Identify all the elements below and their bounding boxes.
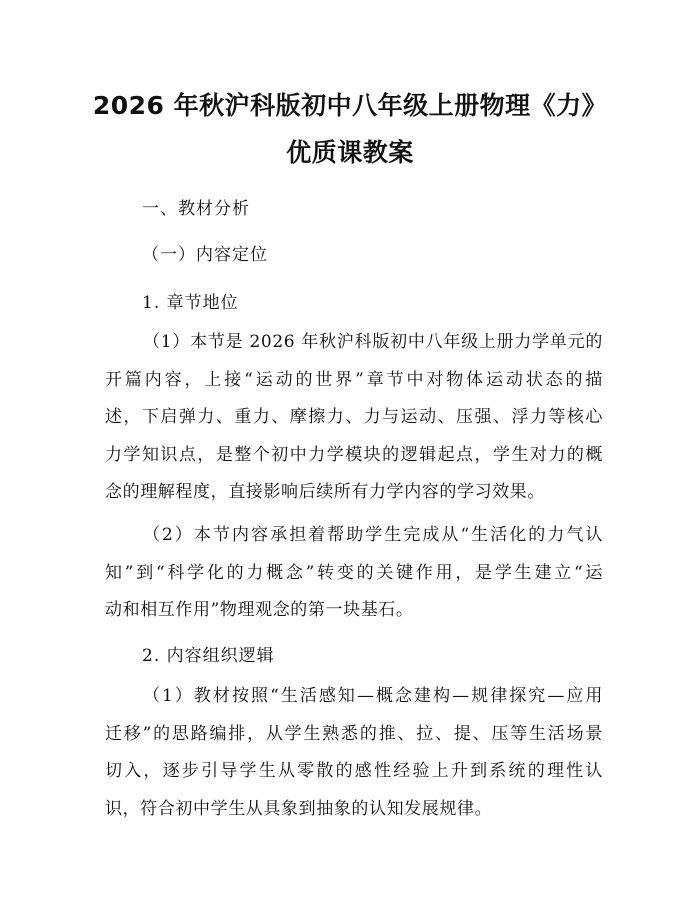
paragraph-line: 开篇内容，上接“运动的世界”章节中对物体运动状态的描: [105, 369, 603, 390]
item-heading-content-organization-logic: 2. 内容组织逻辑: [142, 646, 275, 666]
paragraph-line: 迁移”的思路编排，从学生熟悉的推、拉、提、压等生活场景: [105, 723, 603, 744]
subsection-heading-content-positioning: （一）内容定位: [142, 245, 268, 265]
paragraph-line: 切入，逐步引导学生从零散的感性经验上升到系统的理性认: [105, 761, 603, 782]
paragraph-line: 知”到“科学化的力概念”转变的关键作用，是学生建立“运: [105, 562, 603, 583]
paragraph-chapter-status-1: [105, 324, 603, 512]
item-heading-chapter-status: 1. 章节地位: [142, 293, 239, 313]
paragraph-line: 力学知识点，是整个初中力学模块的逻辑起点，学生对力的概: [105, 444, 603, 465]
paragraph-content-organization-1: [105, 678, 603, 828]
paragraph-line: 识，符合初中学生从具象到抽象的认知发展规律。: [105, 798, 493, 819]
paragraph-line: （2）本节内容承担着帮助学生完成从“生活化的力气认: [143, 525, 603, 545]
paragraph-chapter-status-2: [105, 517, 603, 630]
paragraph-line: 动和相互作用”物理观念的第一块基石。: [105, 600, 414, 621]
paragraph-line: 念的理解程度，直接影响后续所有力学内容的学习效果。: [105, 482, 545, 503]
document-title-line-1: 2026 年秋沪科版初中八年级上册物理《力》: [92, 91, 608, 120]
paragraph-line: （1）教材按照“生活感知—概念建构—规律探究—应用: [143, 686, 603, 706]
paragraph-line: 述，下启弹力、重力、摩擦力、力与运动、压强、浮力等核心: [105, 407, 603, 428]
paragraph-line: （1）本节是 2026 年秋沪科版初中八年级上册力学单元的: [143, 332, 603, 352]
section-heading-teaching-material-analysis: 一、教材分析: [142, 199, 250, 219]
document-title-line-2: 优质课教案: [286, 138, 414, 167]
